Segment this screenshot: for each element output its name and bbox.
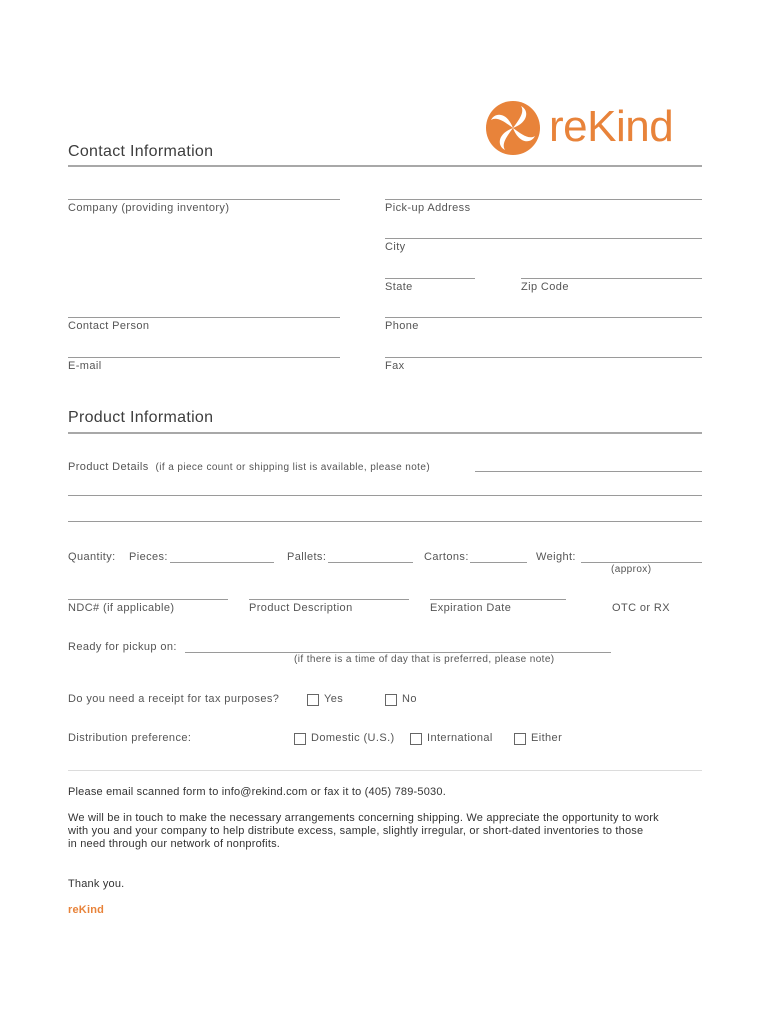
ndc-field[interactable] bbox=[68, 599, 228, 600]
otc-rx-label: OTC or RX bbox=[612, 602, 670, 614]
footer-divider bbox=[68, 770, 702, 771]
product-description-label: Product Description bbox=[249, 602, 353, 614]
product-section-title: Product Information bbox=[68, 409, 214, 426]
receipt-yes-label: Yes bbox=[324, 693, 344, 705]
weight-field[interactable] bbox=[581, 562, 702, 563]
contact-section-title: Contact Information bbox=[68, 143, 214, 160]
domestic-checkbox[interactable] bbox=[294, 733, 306, 745]
email-field[interactable] bbox=[68, 357, 340, 358]
state-field[interactable] bbox=[385, 278, 475, 279]
product-details-field[interactable] bbox=[475, 471, 702, 472]
brand-logo bbox=[485, 100, 705, 156]
ndc-label: NDC# (if applicable) bbox=[68, 602, 175, 614]
zip-code-field[interactable] bbox=[521, 278, 702, 279]
product-section-rule bbox=[68, 432, 702, 434]
expiration-date-field[interactable] bbox=[430, 599, 566, 600]
pieces-label: Pieces: bbox=[129, 551, 168, 563]
international-label: International bbox=[427, 732, 493, 744]
product-details-line-2[interactable] bbox=[68, 495, 702, 496]
cartons-field[interactable] bbox=[470, 562, 527, 563]
cartons-label: Cartons: bbox=[424, 551, 469, 563]
phone-label: Phone bbox=[385, 320, 419, 332]
state-label: State bbox=[385, 281, 413, 293]
either-checkbox[interactable] bbox=[514, 733, 526, 745]
product-details-line-3[interactable] bbox=[68, 521, 702, 522]
approx-label: (approx) bbox=[611, 564, 652, 575]
either-label: Either bbox=[531, 732, 563, 744]
contact-person-field[interactable] bbox=[68, 317, 340, 318]
city-label: City bbox=[385, 241, 406, 253]
rekind-mark-icon bbox=[485, 100, 541, 156]
closing-paragraph-line-3: in need through our network of nonprofits. bbox=[68, 838, 281, 850]
pieces-field[interactable] bbox=[170, 562, 274, 563]
company-label: Company (providing inventory) bbox=[68, 202, 230, 214]
thank-you-text: Thank you. bbox=[68, 878, 125, 890]
weight-label: Weight: bbox=[536, 551, 576, 563]
closing-paragraph-line-1: We will be in touch to make the necessary arrangements concerning shipping. We appreciate the opportunity to work bbox=[68, 812, 659, 824]
signoff-brand: reKind bbox=[68, 904, 105, 916]
city-field[interactable] bbox=[385, 238, 702, 239]
fax-label: Fax bbox=[385, 360, 405, 372]
product-details-note: (if a piece count or shipping list is available, please note) bbox=[155, 462, 431, 473]
ready-pickup-field[interactable] bbox=[185, 652, 611, 653]
distribution-label: Distribution preference: bbox=[68, 732, 192, 744]
quantity-label: Quantity: bbox=[68, 551, 116, 563]
ready-pickup-label: Ready for pickup on: bbox=[68, 641, 177, 653]
email-label: E-mail bbox=[68, 360, 102, 372]
pallets-label: Pallets: bbox=[287, 551, 327, 563]
company-field[interactable] bbox=[68, 199, 340, 200]
receipt-no-label: No bbox=[402, 693, 417, 705]
product-details-label bbox=[68, 461, 430, 473]
receipt-yes-checkbox[interactable] bbox=[307, 694, 319, 706]
international-checkbox[interactable] bbox=[410, 733, 422, 745]
ready-pickup-note: (if there is a time of day that is preferred, please note) bbox=[294, 654, 555, 665]
brand-name: reKind bbox=[549, 102, 674, 151]
fax-field[interactable] bbox=[385, 357, 702, 358]
pickup-address-field[interactable] bbox=[385, 199, 702, 200]
closing-paragraph-line-2: with you and your company to help distribute excess, sample, slightly irregular, or short-dated inventories to those bbox=[68, 825, 644, 837]
domestic-label: Domestic (U.S.) bbox=[311, 732, 395, 744]
zip-code-label: Zip Code bbox=[521, 281, 569, 293]
pallets-field[interactable] bbox=[328, 562, 413, 563]
receipt-question-label: Do you need a receipt for tax purposes? bbox=[68, 693, 280, 705]
contact-person-label: Contact Person bbox=[68, 320, 150, 332]
phone-field[interactable] bbox=[385, 317, 702, 318]
contact-section-rule bbox=[68, 165, 702, 167]
product-details-text: Product Details bbox=[68, 461, 149, 473]
product-description-field[interactable] bbox=[249, 599, 409, 600]
email-instruction: Please email scanned form to info@rekind.com or fax it to (405) 789-5030. bbox=[68, 786, 446, 798]
pickup-address-label: Pick-up Address bbox=[385, 202, 471, 214]
receipt-no-checkbox[interactable] bbox=[385, 694, 397, 706]
expiration-date-label: Expiration Date bbox=[430, 602, 512, 614]
